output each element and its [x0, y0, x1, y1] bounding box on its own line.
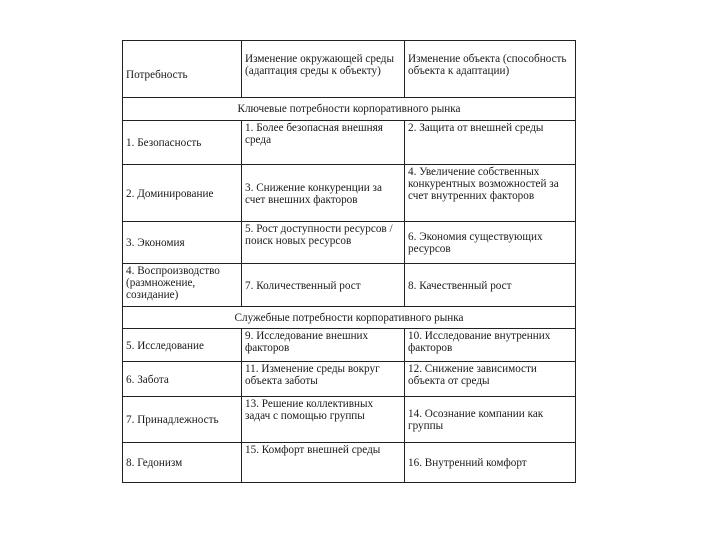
- env-cell: 15. Комфорт внешней среды: [242, 443, 405, 483]
- obj-cell: 10. Исследование внутренних факторов: [405, 329, 576, 362]
- section-row-service: [123, 307, 576, 329]
- obj-cell: 16. Внутренний комфорт: [405, 443, 576, 483]
- header-row: [123, 41, 576, 98]
- need-cell: 7. Принадлежность: [123, 397, 242, 443]
- table-row: [123, 397, 576, 443]
- env-cell: 1. Более безопасная внешняя среда: [242, 121, 405, 165]
- need-cell: 6. Забота: [123, 362, 242, 397]
- need-cell: 1. Безопасность: [123, 121, 242, 165]
- table-row: [123, 443, 576, 483]
- obj-cell: 4. Увеличение собственных конкурентных возможностей за счет внутренних факторов: [405, 165, 576, 222]
- section-service-title: Служебные потребности корпоративного рынка: [123, 307, 576, 329]
- env-cell: 9. Исследование внешних факторов: [242, 329, 405, 362]
- need-cell: 4. Воспроизводство (размножение, созидание): [123, 264, 242, 307]
- env-cell: 11. Изменение среды вокруг объекта заботы: [242, 362, 405, 397]
- env-cell: 13. Решение коллективных задач с помощью группы: [242, 397, 405, 443]
- section-row-key: [123, 98, 576, 121]
- table-row: [123, 222, 576, 264]
- header-need: Потребность: [123, 41, 242, 98]
- obj-cell: 2. Защита от внешней среды: [405, 121, 576, 165]
- env-cell: 7. Количественный рост: [242, 264, 405, 307]
- obj-cell: 14. Осознание компании как группы: [405, 397, 576, 443]
- env-cell: 5. Рост доступности ресурсов / поиск новых ресурсов: [242, 222, 405, 264]
- obj-cell: 6. Экономия существующих ресурсов: [405, 222, 576, 264]
- table-row: [123, 362, 576, 397]
- need-cell: 3. Экономия: [123, 222, 242, 264]
- table-row: [123, 165, 576, 222]
- need-cell: 2. Доминирование: [123, 165, 242, 222]
- table-row: [123, 329, 576, 362]
- need-cell: 5. Исследование: [123, 329, 242, 362]
- header-env-change: Изменение окружающей среды (адаптация среды к объекту): [242, 41, 405, 98]
- need-cell: 8. Гедонизм: [123, 443, 242, 483]
- section-key-title: Ключевые потребности корпоративного рынка: [123, 98, 576, 121]
- obj-cell: 12. Снижение зависимости объекта от среды: [405, 362, 576, 397]
- obj-cell: 8. Качественный рост: [405, 264, 576, 307]
- header-obj-change: Изменение объекта (способность объекта к адаптации): [405, 41, 576, 98]
- needs-table: [122, 40, 576, 483]
- table-row: [123, 264, 576, 307]
- env-cell: 3. Снижение конкуренции за счет внешних факторов: [242, 165, 405, 222]
- table-row: [123, 121, 576, 165]
